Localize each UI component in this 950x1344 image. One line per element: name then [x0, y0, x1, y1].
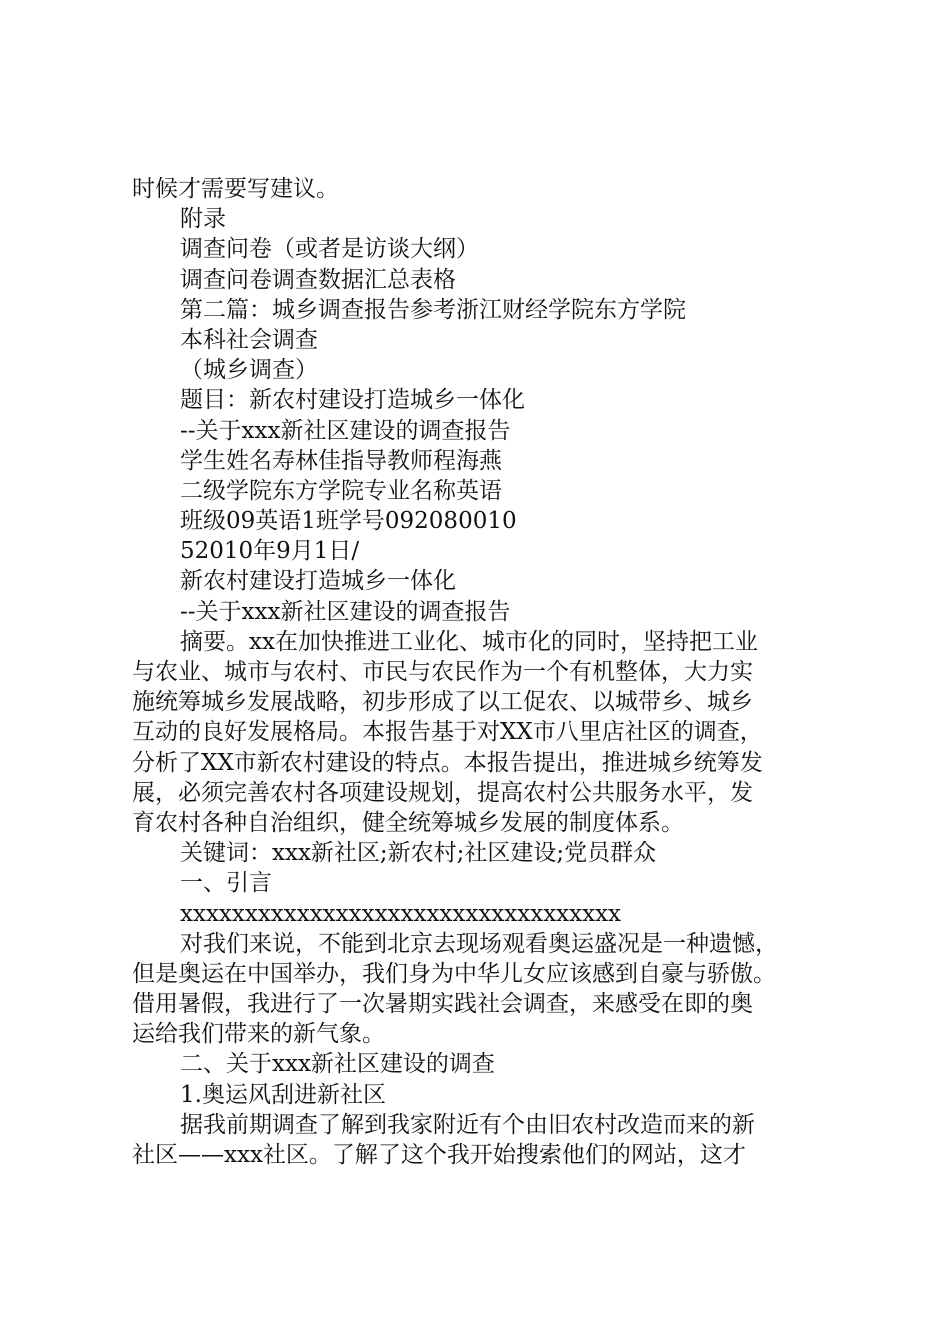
- text-line: 时候才需要写建议。: [132, 176, 339, 202]
- paragraph-line: 对我们来说，不能到北京去现场观看奥运盛况是一种遗憾，: [180, 930, 778, 957]
- placeholder-line: xxxxxxxxxxxxxxxxxxxxxxxxxxxxxxxxxx: [180, 900, 622, 927]
- paragraph-line: 但是奥运在中国举办，我们身为中华儿女应该感到自豪与骄傲。: [132, 960, 776, 987]
- report-title: 题目：新农村建设打造城乡一体化: [180, 387, 525, 414]
- paragraph-line: 社区——xxx社区。了解了这个我开始搜索他们的网站，这才: [132, 1142, 746, 1168]
- section-heading: 一、引言: [180, 870, 272, 897]
- document-body: [132, 174, 832, 1170]
- text-line: 调查问卷调查数据汇总表格: [180, 266, 456, 293]
- text-line: 本科社会调查: [180, 326, 318, 353]
- abstract-line: 分析了XX市新农村建设的特点。本报告提出，推进城乡统筹发: [132, 749, 763, 776]
- keywords-line: 关键词：xxx新社区;新农村;社区建设;党员群众: [180, 840, 657, 867]
- section-heading: 第二篇：城乡调查报告参考浙江财经学院东方学院: [180, 296, 686, 323]
- abstract-line: 与农业、城市与农村、市民与农民作为一个有机整体，大力实: [132, 659, 753, 685]
- report-title-repeat: 新农村建设打造城乡一体化: [180, 568, 456, 595]
- section-heading: 二、关于xxx新社区建设的调查: [180, 1051, 495, 1078]
- paragraph-line: 据我前期调查了解到我家附近有个由旧农村改造而来的新: [180, 1111, 755, 1138]
- student-info: 学生姓名寿林佳指导教师程海燕: [180, 447, 502, 474]
- abstract-line: 育农村各种自治组织，健全统筹城乡发展的制度体系。: [132, 809, 684, 836]
- subsection-heading: 1.奥运风刮进新社区: [180, 1081, 386, 1108]
- date-line: 52010年9月1日/: [180, 538, 360, 565]
- abstract-line: 展，必须完善农村各项建设规划，提高农村公共服务水平，发: [132, 779, 753, 806]
- report-subtitle-repeat: --关于xxx新社区建设的调查报告: [180, 598, 511, 625]
- college-info: 二级学院东方学院专业名称英语: [180, 477, 502, 504]
- class-info: 班级09英语1班学号092080010: [180, 508, 517, 535]
- abstract-line: 施统筹城乡发展战略，初步形成了以工促农、以城带乡、城乡: [132, 689, 753, 716]
- text-line: 调查问卷（或者是访谈大纲）: [180, 236, 479, 263]
- text-line: （城乡调查）: [180, 357, 318, 384]
- text-line: 附录: [180, 206, 226, 233]
- abstract-line: 摘要。xx在加快推进工业化、城市化的同时，坚持把工业: [180, 628, 758, 655]
- report-subtitle: --关于xxx新社区建设的调查报告: [180, 417, 511, 444]
- paragraph-line: 运给我们带来的新气象。: [132, 1021, 385, 1048]
- abstract-line: 互动的良好发展格局。本报告基于对XX市八里店社区的调查，: [132, 719, 763, 746]
- paragraph-line: 借用暑假，我进行了一次暑期实践社会调查，来感受在即的奥: [132, 991, 753, 1018]
